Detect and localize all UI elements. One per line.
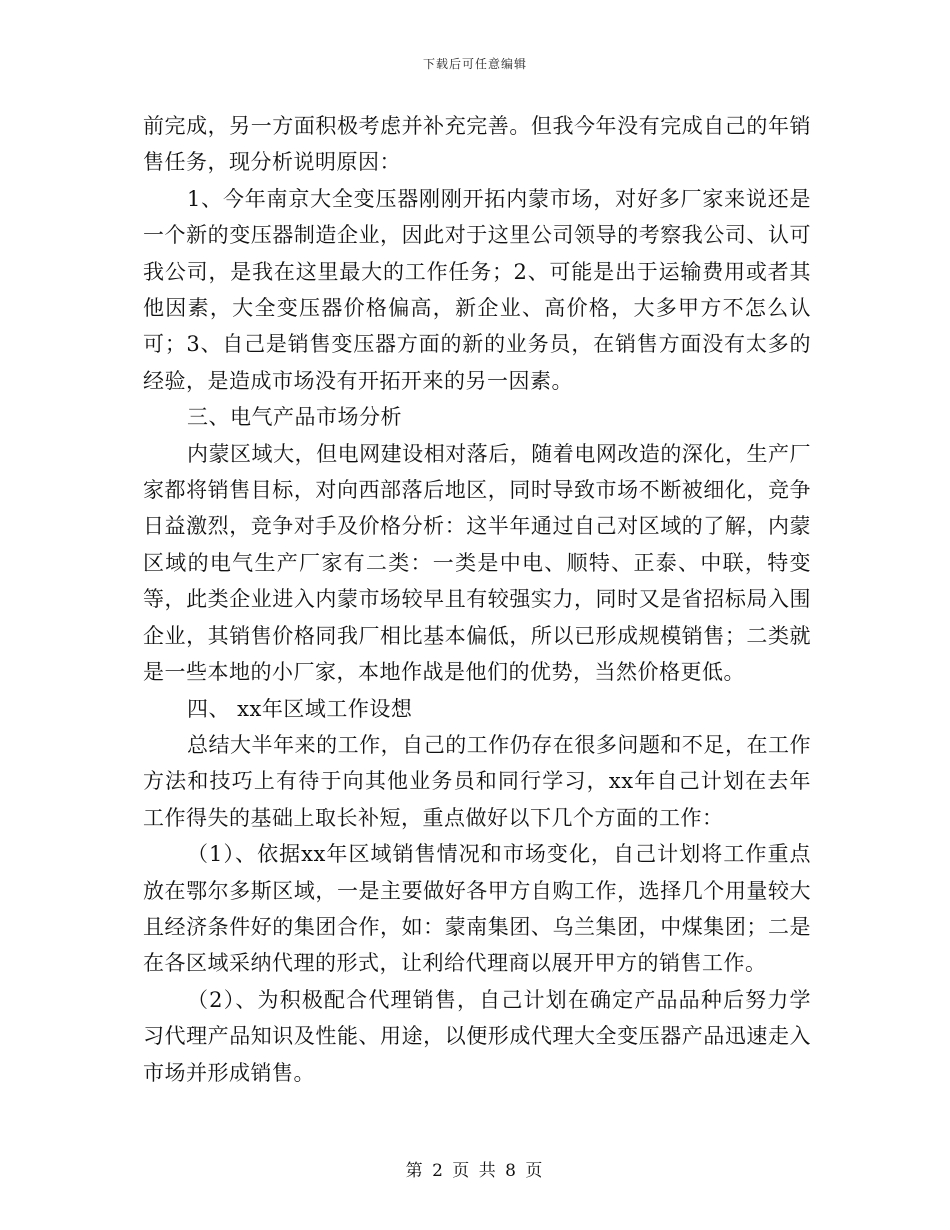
paragraph: 1、今年南京大全变压器刚刚开拓内蒙市场，对好多厂家来说还是一个新的变压器制造企业，因此对于这里公司领导的考察我公司、认可我公司，是我在这里最大的工作任务；2、可能是出于运输费用或者其他因素，大全变压器价格偏高，新企业、高价格，大多甲方不怎么认可；3、自己是销售变压器方面的新的业务员，在销售方面没有太多的经验，是造成市场没有开拓开来的另一因素。 [143,186,811,393]
paragraph: 前完成，另一方面积极考虑并补充完善。但我今年没有完成自己的年销售任务，现分析说明原因： [143,114,811,175]
page-footer: 第 2 页 共 8 页 [405,1161,545,1181]
paragraph: （1）、依据xx年区域销售情况和市场变化，自己计划将工作重点放在鄂尔多斯区域，一是主要做好各甲方自购工作，选择几个用量较大且经济条件好的集团合作，如：蒙南集团、乌兰集团，中煤集团；二是在各区域采纳代理的形式，让利给代理商以展开甲方的销售工作。 [143,842,811,976]
document-body [143,108,811,1091]
page-header: 下载后可任意编辑 [422,57,527,71]
section-heading: 三、电气产品市场分析 [187,405,402,430]
section-heading: 四、 xx年区域工作设想 [187,696,413,721]
paragraph: 总结大半年来的工作，自己的工作仍存在很多问题和不足，在工作方法和技巧上有待于向其他业务员和同行学习，xx年自己计划在去年工作得失的基础上取长补短，重点做好以下几个方面的工作： [143,732,811,830]
paragraph: （2）、为积极配合代理销售，自己计划在确定产品品种后努力学习代理产品知识及性能、用途，以便形成代理大全变压器产品迅速走入市场并形成销售。 [143,987,811,1085]
paragraph: 内蒙区域大，但电网建设相对落后，随着电网改造的深化，生产厂家都将销售目标，对向西部落后地区，同时导致市场不断被细化，竞争日益激烈，竞争对手及价格分析：这半年通过自己对区域的了解，内蒙区域的电气生产厂家有二类：一类是中电、顺特、正泰、中联，特变等，此类企业进入内蒙市场较早且有较强实力，同时又是省招标局入围企业，其销售价格同我厂相比基本偏低，所以已形成规模销售；二类就是一些本地的小厂家，本地作战是他们的优势，当然价格更低。 [143,441,811,685]
